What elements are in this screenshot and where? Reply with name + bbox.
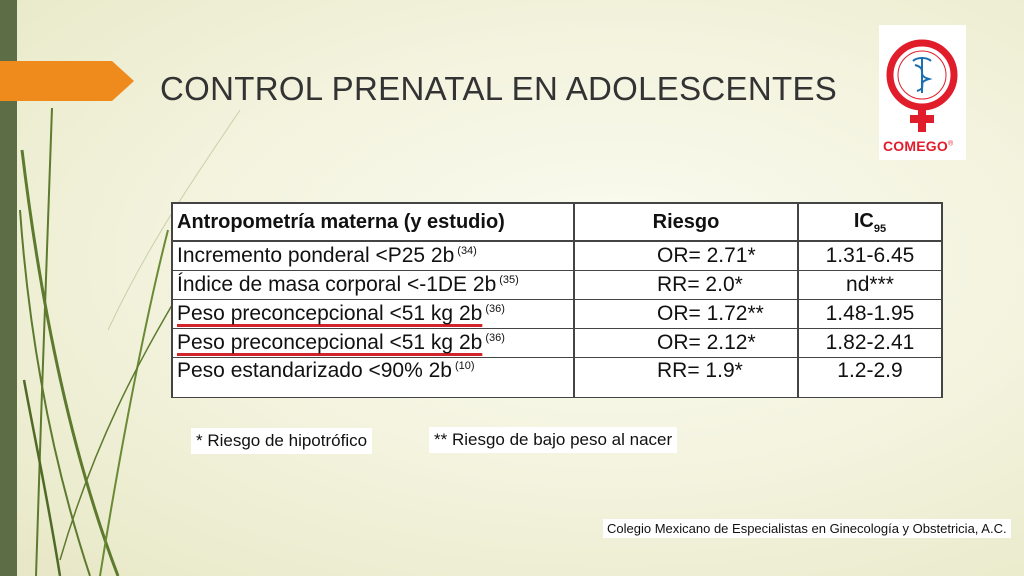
- header-anthropometry: Antropometría materna (y estudio): [172, 203, 574, 241]
- factor-cell: Peso preconcepcional <51 kg 2b $^{(36)}$: [172, 329, 574, 358]
- title-accent-tab: [0, 61, 134, 101]
- ci-cell: 1.82-2.41: [798, 329, 942, 358]
- risk-cell: OR= 1.72**: [574, 300, 798, 329]
- header-risk: Riesgo: [574, 203, 798, 241]
- risk-cell: OR= 2.12*: [574, 329, 798, 358]
- logo-text: COMEGO®: [883, 138, 954, 154]
- footnote-low-birth-weight: ** Riesgo de bajo peso al nacer: [429, 427, 677, 453]
- table-row: [172, 358, 942, 398]
- ci-cell: 1.31-6.45: [798, 241, 942, 271]
- table-row: [172, 300, 942, 329]
- risk-cell: RR= 2.0*: [574, 271, 798, 300]
- table-row: [172, 271, 942, 300]
- factor-cell: Índice de masa corporal <-1DE 2b $^{(35)}$: [172, 271, 574, 300]
- header-ci: $IC_{95}$: [798, 203, 942, 241]
- table-header-row: [172, 203, 942, 241]
- factor-cell: Peso estandarizado <90% 2b $^{(10)}$: [172, 358, 574, 398]
- table-row: [172, 241, 942, 271]
- risk-cell: OR= 2.71*: [574, 241, 798, 271]
- table-row: [172, 329, 942, 358]
- ci-cell: nd***: [798, 271, 942, 300]
- slide-title: CONTROL PRENATAL EN ADOLESCENTES: [160, 70, 838, 107]
- footer-credit: Colegio Mexicano de Especialistas en Ginecología y Obstetricia, A.C.: [603, 519, 1011, 538]
- risk-cell: RR= 1.9*: [574, 358, 798, 398]
- factor-cell: Incremento ponderal <P25 2b $^{(34)}$: [172, 241, 574, 271]
- anthropometry-risk-table: [171, 202, 943, 398]
- factor-cell: Peso preconcepcional <51 kg 2b $^{(36)}$: [172, 300, 574, 329]
- ci-cell: 1.2-2.9: [798, 358, 942, 398]
- comego-logo: [879, 25, 966, 160]
- ci-cell: 1.48-1.95: [798, 300, 942, 329]
- footnote-hypotrophic: * Riesgo de hipotrófico: [191, 428, 372, 454]
